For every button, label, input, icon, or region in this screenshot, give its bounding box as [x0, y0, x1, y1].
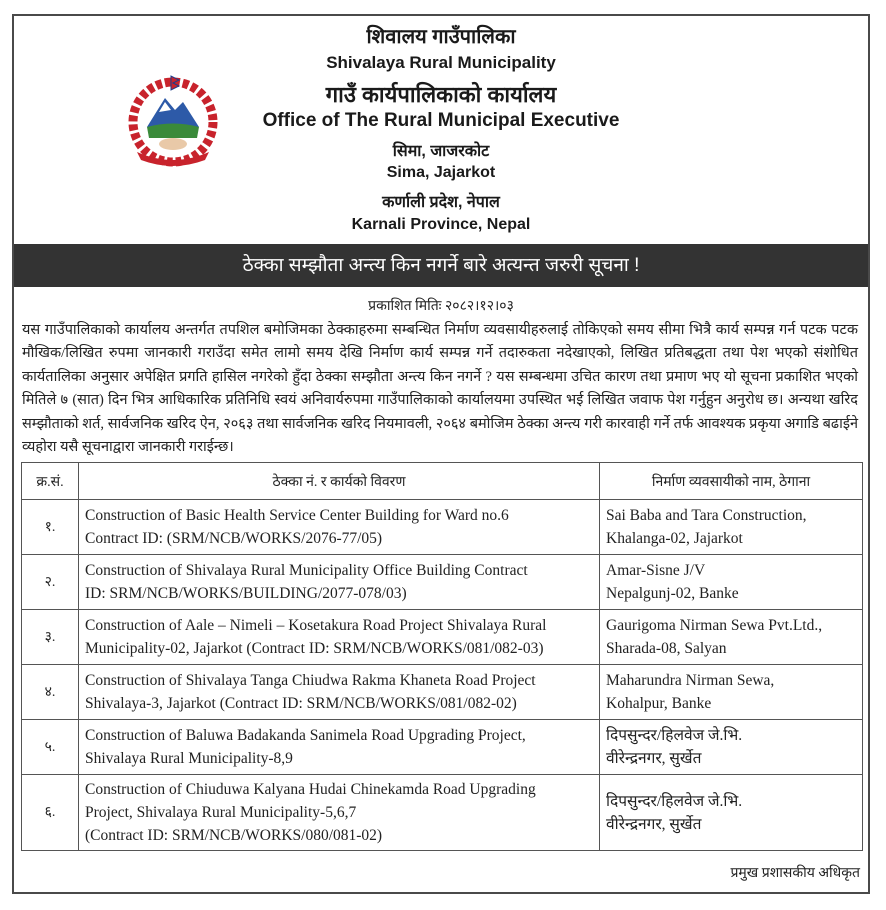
- contract-description: [79, 665, 600, 720]
- province-nepali: कर्णाली प्रदेश, नेपाल: [382, 194, 500, 211]
- notice-body: यस गाउँपालिकाको कार्यालय अन्तर्गत तपशिल बमोजिमका ठेक्काहरुमा सम्बन्धित निर्माण व्यवसायीहरुलाई तोकिएको समय सीमा भित्रै कार्य सम्पन्न गर्न पटक पटक मौखिक/लिखित रुपमा जानकारी गराउँदा समेत लामो समय देखि निर्माण कार्य सम्पन्न गर्ने तदारुकता नदेखाएको, लिखित प्रतिबद्धता तथा पेश भएको संशोधित कार्यतालिका अनुसार अपेक्षित प्रगति हासिल नगरेको हुँदा ठेक्का सम्झौता अन्त्य किन नगर्ने ? यस सम्बन्धमा उचित कारण तथा प्रमाण भए यो सूचना प्रकाशित भएको मितिले ७ (सात) दिन भित्र आधिकारिक प्रतिनिधि स्वयं अनिवार्यरुपमा गाउँपालिकाको कार्यालयमा उपस्थित भई लिखित जवाफ पेश गर्नुहुन अनुरोध छ। अन्यथा खरिद सम्झौताको शर्त, सार्वजनिक खरिद ऐन, २०६३ तथा सार्वजनिक खरिद नियमावली, २०६४ बमोजिम ठेक्का अन्त्य गरी कारवाही गर्ने तर्फ आवश्यक प्रकृया अगाडि बढाईने व्यहोरा यसै सूचनाद्वारा जानकारी गराईन्छ।: [22, 322, 858, 456]
- serial-number: ४.: [22, 665, 79, 720]
- column-header-serial: क्र.सं.: [22, 463, 79, 500]
- column-header-description: ठेक्का नं. र कार्यको विवरण: [79, 463, 600, 500]
- province-english: Karnali Province, Nepal: [351, 216, 531, 233]
- description-line: Shivalaya Rural Municipality-8,9: [85, 750, 293, 767]
- contractor-name: Gaurigoma Nirman Sewa Pvt.Ltd.,: [606, 617, 823, 634]
- office-name-english: Office of The Rural Municipal Executive: [262, 110, 620, 131]
- description-line: Construction of Aale – Nimeli – Kosetakura Road Project Shivalaya Rural: [85, 617, 547, 634]
- contractor-address: Kohalpur, Banke: [606, 695, 712, 712]
- contractor-name: दिपसुन्दर/हिलवेज जे.भि.: [606, 792, 743, 810]
- serial-number: ५.: [22, 720, 79, 775]
- contractor-address: वीरेन्द्रनगर, सुर्खेत: [606, 750, 702, 767]
- contractor-name: Amar-Sisne J/V: [606, 562, 706, 579]
- table-row: [22, 610, 863, 665]
- table-row: [22, 720, 863, 775]
- description-line: Construction of Baluwa Badakanda Sanimela Road Upgrading Project,: [85, 727, 526, 744]
- contractor-name: Sai Baba and Tara Construction,: [606, 507, 807, 524]
- published-date: प्रकाशित मितिः २०८२।१२।०३: [368, 299, 514, 314]
- location-english: Sima, Jajarkot: [386, 164, 496, 181]
- contract-description: [79, 555, 600, 610]
- contractor-info: [600, 555, 863, 610]
- contract-description: [79, 775, 600, 851]
- municipality-name-english: Shivalaya Rural Municipality: [326, 53, 556, 72]
- contractor-info: [600, 665, 863, 720]
- contract-description: [79, 610, 600, 665]
- serial-number: १.: [22, 500, 79, 555]
- serial-number: ३.: [22, 610, 79, 665]
- table-header-row: [22, 463, 863, 500]
- description-line: Municipality-02, Jajarkot (Contract ID: SRM/NCB/WORKS/081/082-03): [85, 640, 544, 657]
- office-name-nepali: गाउँ कार्यपालिकाको कार्यालय: [325, 82, 557, 107]
- contractor-info: [600, 720, 863, 775]
- letterhead: [14, 16, 868, 244]
- contract-description: [79, 500, 600, 555]
- description-line: Construction of Shivalaya Rural Municipality Office Building Contract: [85, 562, 528, 579]
- contractor-address: Sharada-08, Salyan: [606, 640, 727, 657]
- municipality-name-nepali: शिवालय गाउँपालिका: [366, 26, 516, 48]
- signatory-title: प्रमुख प्रशासकीय अधिकृत: [730, 866, 860, 881]
- serial-number: २.: [22, 555, 79, 610]
- contractor-address: वीरेन्द्रनगर, सुर्खेत: [606, 815, 702, 833]
- table-row: [22, 665, 863, 720]
- description-line: Construction of Basic Health Service Center Building for Ward no.6: [85, 507, 509, 524]
- description-line: Construction of Chiuduwa Kalyana Hudai Chinekamda Road Upgrading: [85, 781, 536, 798]
- table-row: [22, 555, 863, 610]
- contractor-name: दिपसुन्दर/हिलवेज जे.भि.: [606, 727, 743, 744]
- contractor-name: Maharundra Nirman Sewa,: [606, 672, 775, 689]
- contracts-table: [21, 462, 863, 851]
- contractor-info: [600, 610, 863, 665]
- description-line: Construction of Shivalaya Tanga Chiudwa Rakma Khaneta Road Project: [85, 672, 536, 689]
- contractor-info: [600, 500, 863, 555]
- notice-document: [12, 14, 870, 894]
- serial-number: ६.: [22, 775, 79, 851]
- contractor-info: [600, 775, 863, 851]
- description-line: ID: SRM/NCB/WORKS/BUILDING/2077-078/03): [85, 585, 407, 602]
- location-nepali: सिमा, जाजरकोट: [392, 143, 490, 160]
- contract-description: [79, 720, 600, 775]
- description-line: Shivalaya-3, Jajarkot (Contract ID: SRM/NCB/WORKS/081/082-02): [85, 695, 517, 712]
- description-line: Contract ID: (SRM/NCB/WORKS/2076-77/05): [85, 530, 383, 547]
- contractor-address: Nepalgunj-02, Banke: [606, 585, 739, 602]
- table-row: [22, 500, 863, 555]
- description-line: Project, Shivalaya Rural Municipality-5,6,7: [85, 804, 357, 821]
- table-row: [22, 775, 863, 851]
- description-line: (Contract ID: SRM/NCB/WORKS/080/081-02): [85, 827, 383, 844]
- contractor-address: Khalanga-02, Jajarkot: [606, 530, 743, 547]
- column-header-contractor: निर्माण व्यवसायीको नाम, ठेगाना: [600, 463, 863, 500]
- notice-title-banner: ठेक्का सम्झौता अन्त्य किन नगर्ने बारे अत्यन्त जरुरी सूचना !: [14, 244, 868, 287]
